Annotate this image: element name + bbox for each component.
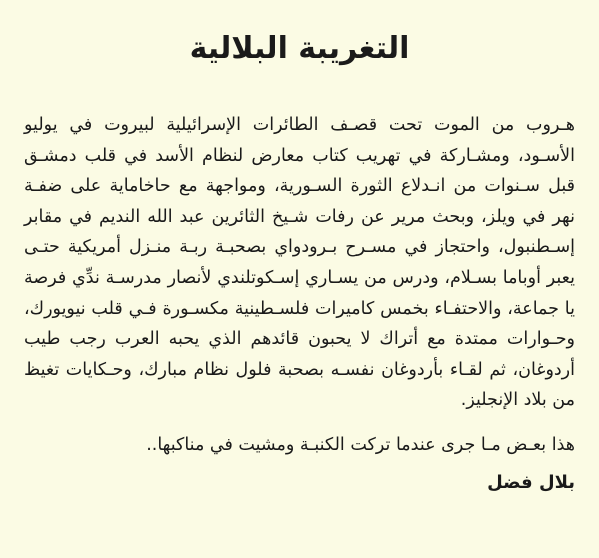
blurb-paragraph: هـروب من الموت تحت قصـف الطائرات الإسرائيلية لبيروت في يوليو الأسـود، ومشـاركة في تهريب كتاب معارض لنظام الأسد في قلب دمشـق قبل سـنوات من انـدلاع الثورة السـورية، ومواجهة مع حاخاماية على ضفـة نهر في ويلز، وبحث مرير عن رفات شـيخ الثائرين عبد الله النديم في مقابر إسـطنبول، واحتجاز في مسـرح بـرودواي بصحبـة ربـة منـزل أمريكية حتـى يعبر أوباما بسـلام، ودرس من يسـاري إسـكوتلندي لأنصار مدرسـة ندِّي فرصة يا جماعة، والاحتفـاء بخمس كاميرات فلسـطينية مكسـورة فـي قلب نيويورك، وحـوارات ممتدة مع أتراك لا يحبون قائدهم الذي يحبه العرب رجب طيب أردوغان، ثم لقـاء بأردوغان نفسـه بصحبة فلول نظام مبارك، وحـكايات تغيظ من بلاد الإنجليز. (24, 115, 575, 411)
book-title: التغريبة البلالية (189, 31, 410, 66)
closing-line: هذا بعـض مـا جرى عندما تركت الكنبـة ومشيت في مناكبها.. (146, 434, 575, 455)
author-name: بلال فضل (487, 471, 575, 493)
